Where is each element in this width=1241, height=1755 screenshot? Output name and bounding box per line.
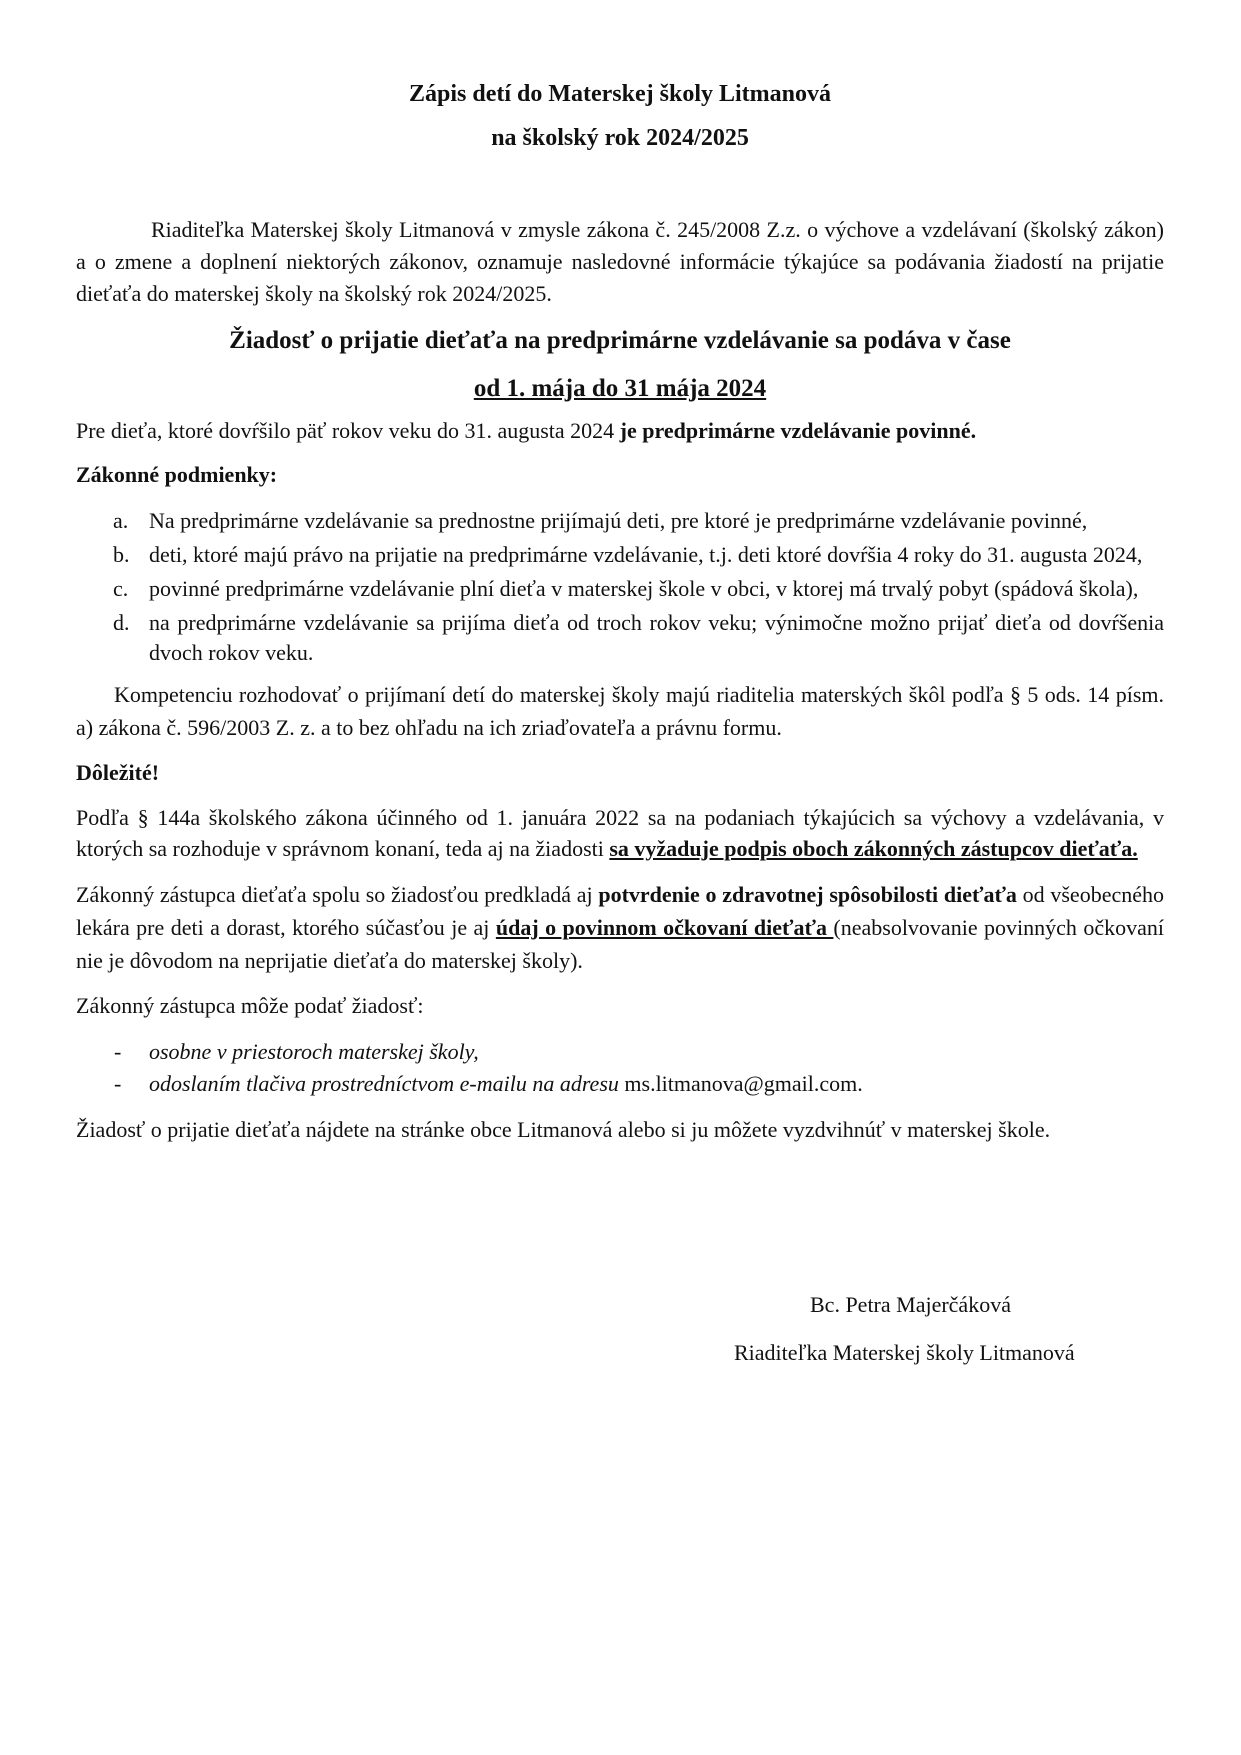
list-item-text: povinné predprimárne vzdelávanie plní dieťa v materskej škole v obci, v ktorej má trvalý pobyt (spádová škola), xyxy=(149,576,1139,601)
application-period: od 1. mája do 31 mája 2024 xyxy=(473,375,767,402)
vaccination-emphasis: údaj o povinnom očkovaní dieťaťa xyxy=(495,915,834,940)
document-subtitle: na školský rok 2024/2025 xyxy=(491,125,749,151)
list-item-italic: osobne v priestoroch materskej školy, xyxy=(149,1039,479,1064)
mandatory-text: Pre dieťa, ktoré dovŕšilo päť rokov veku do 31. augusta 2024 xyxy=(76,418,620,443)
document-title: Zápis detí do Materskej školy Litmanová xyxy=(408,81,831,107)
list-item-text: Na predprimárne vzdelávanie sa prednostne prijímajú deti, pre ktoré je predprimárne vzdelávanie povinné, xyxy=(149,508,1088,533)
list-marker: d. xyxy=(113,610,130,635)
conditions-heading: Zákonné podmienky: xyxy=(76,462,278,487)
important-paragraph xyxy=(76,802,1164,864)
list-item-text: na predprimárne vzdelávanie sa prijíma dieťa od troch rokov veku; výnimočne možno prijať dieťa od dovŕšenia dvoch rokov veku. xyxy=(149,610,1164,665)
important-heading: Dôležité! xyxy=(76,760,160,785)
mandatory-paragraph xyxy=(76,416,1164,446)
competence-paragraph: Kompetenciu rozhodovať o prijímaní detí do materskej školy majú riaditelia materských škôl podľa § 5 ods. 14 písm. a) zákona č. 596/2003 Z. z. a to bez ohľadu na ich zriaďovateľa a právnu formu. xyxy=(76,682,1164,740)
important-emphasis: sa vyžaduje podpis oboch zákonných zástupcov dieťaťa. xyxy=(609,836,1138,861)
list-item-text: deti, ktoré majú právo na prijatie na predprimárne vzdelávanie, t.j. deti ktoré dovŕšia 4 roky do 31. augusta 2024, xyxy=(149,542,1143,567)
list-marker: - xyxy=(114,1039,122,1064)
list-item xyxy=(76,540,1164,570)
list-marker: c. xyxy=(113,576,129,601)
health-certificate-emphasis: potvrdenie o zdravotnej spôsobilosti dieťaťa xyxy=(598,882,1017,907)
health-text-1: Zákonný zástupca dieťaťa spolu so žiadosťou predkladá aj xyxy=(76,882,599,907)
email-address: ms.litmanova@gmail.com. xyxy=(618,1071,863,1096)
health-text-3: (neabsolvovanie povinných očkovaní nie je dôvodom na neprijatie dieťaťa do materskej školy). xyxy=(76,915,1164,973)
submission-list xyxy=(76,1037,1164,1099)
list-item xyxy=(76,1069,1164,1099)
list-item xyxy=(76,608,1164,668)
mandatory-bold-text: je predprimárne vzdelávanie povinné. xyxy=(619,418,977,443)
intro-paragraph: Riaditeľka Materskej školy Litmanová v zmysle zákona č. 245/2008 Z.z. o výchove a vzdelávaní (školský zákon) a o zmene a doplnení niektorých zákonov, oznamuje nasledovné informácie týkajúce sa podávania žiadostí na prijatie dieťaťa do materskej školy na školský rok 2024/2025. xyxy=(76,217,1164,306)
document-body xyxy=(76,74,1164,1146)
list-item xyxy=(76,574,1164,604)
list-marker: b. xyxy=(113,542,130,567)
list-item xyxy=(76,1037,1164,1067)
list-marker: - xyxy=(114,1071,122,1096)
application-heading: Žiadosť o prijatie dieťaťa na predprimárne vzdelávanie sa podáva v čase xyxy=(229,327,1011,354)
conditions-list xyxy=(76,506,1164,668)
health-text-2: od všeobecného lekára pre deti a dorast, ktorého súčasťou je aj xyxy=(76,882,1164,940)
signatory-name: Bc. Petra Majerčáková xyxy=(810,1292,1011,1317)
list-marker: a. xyxy=(113,508,129,533)
list-item xyxy=(76,506,1164,536)
signatory-role: Riaditeľka Materskej školy Litmanová xyxy=(734,1340,1075,1365)
finding-paragraph: Žiadosť o prijatie dieťaťa nájdete na stránke obce Litmanová alebo si ju môžete vyzdvihnúť v materskej škole. xyxy=(76,1117,1051,1142)
list-item-italic: odoslaním tlačiva prostredníctvom e-mailu na adresu xyxy=(149,1071,619,1096)
submission-heading: Zákonný zástupca môže podať žiadosť: xyxy=(76,993,424,1018)
health-paragraph xyxy=(76,878,1164,977)
important-text: Podľa § 144a školského zákona účinného od 1. januára 2022 sa na podaniach týkajúcich sa výchovy a vzdelávania, v ktorých sa rozhoduje v správnom konaní, teda aj na žiadosti xyxy=(76,805,1164,861)
